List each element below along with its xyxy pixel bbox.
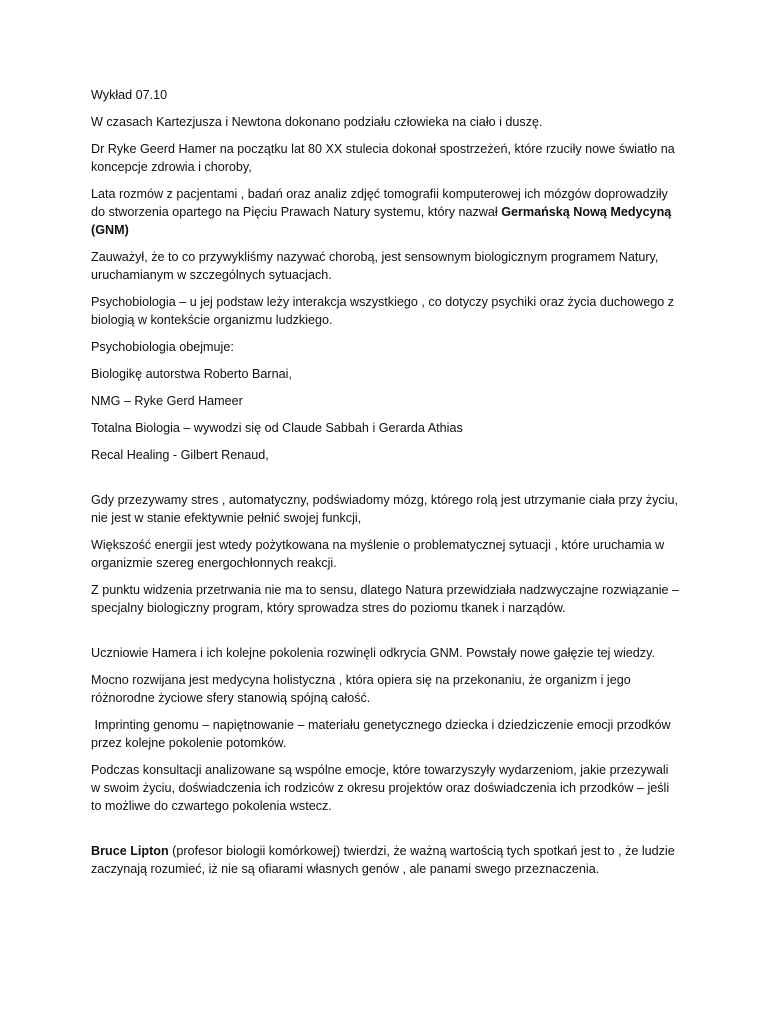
paragraph-gnm-text: Lata rozmów z pacjentami , badań oraz analiz zdjęć tomografii komputerowej ich mózgów doprowadziły do stworzenia opartego na Pięciu Prawach Natury systemu, który nazwał (91, 187, 668, 219)
paragraph-hamer: Dr Ryke Geerd Hamer na początku lat 80 XX stulecia dokonał spostrzeżeń, które rzuciły nowe światło na koncepcje zdrowia i choroby, (91, 142, 675, 174)
list-item-recal-healing: Recal Healing - Gilbert Renaud, (91, 448, 269, 462)
list-item-nmg: NMG – Ryke Gerd Hameer (91, 394, 243, 408)
gnm-bold-term: Germańską Nową Medycyną (GNM) (91, 205, 672, 237)
paragraph-stres: Gdy przezywamy stres , automatyczny, podświadomy mózg, którego rolą jest utrzymanie ciała przy życiu, nie jest w stanie efektywnie pełnić swojej funkcji, (91, 493, 678, 525)
document-title: Wykład 07.10 (91, 88, 168, 102)
paragraph-zauwazyl: Zauważył, że to co przywykliśmy nazywać chorobą, jest sensownym biologicznym programem Natury, uruchamianym w szczególnych sytuacjach. (91, 250, 659, 282)
paragraph-gnm (91, 185, 681, 239)
list-item-biologika: Biologikę autorstwa Roberto Barnai, (91, 367, 292, 381)
paragraph-lipton (91, 842, 681, 878)
paragraph-psychobiologia: Psychobiologia – u jej podstaw leży interakcja wszystkiego , co dotyczy psychiki oraz życia duchowego z biologią w kontekście organizmu ludzkiego. (91, 295, 675, 327)
document-page (91, 86, 681, 887)
paragraph-lipton-text: (profesor biologii komórkowej) twierdzi, że ważną wartością tych spotkań jest to , że ludzie zaczynają rozumieć, iż nie są ofiarami własnych genów , ale panami swego przeznaczenia. (91, 844, 675, 876)
paragraph-kartezjusz: W czasach Kartezjusza i Newtona dokonano podziału człowieka na ciało i duszę. (91, 115, 543, 129)
paragraph-konsultacje: Podczas konsultacji analizowane są wspólne emocje, które towarzyszyły wydarzeniom, jakie przezywali w swoim życiu, doświadczenia ich rodziców z okresu projektów oraz doświadczenia ich przodków – jeśli to możliwe do czwartego pokolenia wstecz. (91, 763, 670, 813)
paragraph-energia: Większość energii jest wtedy pożytkowana na myślenie o problematycznej sytuacji , które uruchamia w organizmie szereg energochłonnych reakcji. (91, 538, 665, 570)
paragraph-obejmuje: Psychobiologia obejmuje: (91, 340, 234, 354)
paragraph-holistyczna: Mocno rozwijana jest medycyna holistyczna , która opiera się na przekonaniu, że organizm i jego różnorodne życiowe sfery stanowią spójną całość. (91, 673, 631, 705)
paragraph-uczniowie: Uczniowie Hamera i ich kolejne pokolenia rozwinęli odkrycia GNM. Powstały nowe gałęzie tej wiedzy. (91, 646, 655, 660)
lipton-bold-name: Bruce Lipton (91, 844, 169, 858)
paragraph-imprinting: Imprinting genomu – napiętnowanie – materiału genetycznego dziecka i dziedziczenie emocji przodków przez kolejne pokolenie potomków. (91, 718, 675, 750)
paragraph-przetrwanie: Z punktu widzenia przetrwania nie ma to sensu, dlatego Natura przewidziała nadzwyczajne rozwiązanie – specjalny biologiczny program, który sprowadza stres do poziomu tkanek i narządów. (91, 583, 680, 615)
list-item-totalna-biologia: Totalna Biologia – wywodzi się od Claude Sabbah i Gerarda Athias (91, 421, 463, 435)
